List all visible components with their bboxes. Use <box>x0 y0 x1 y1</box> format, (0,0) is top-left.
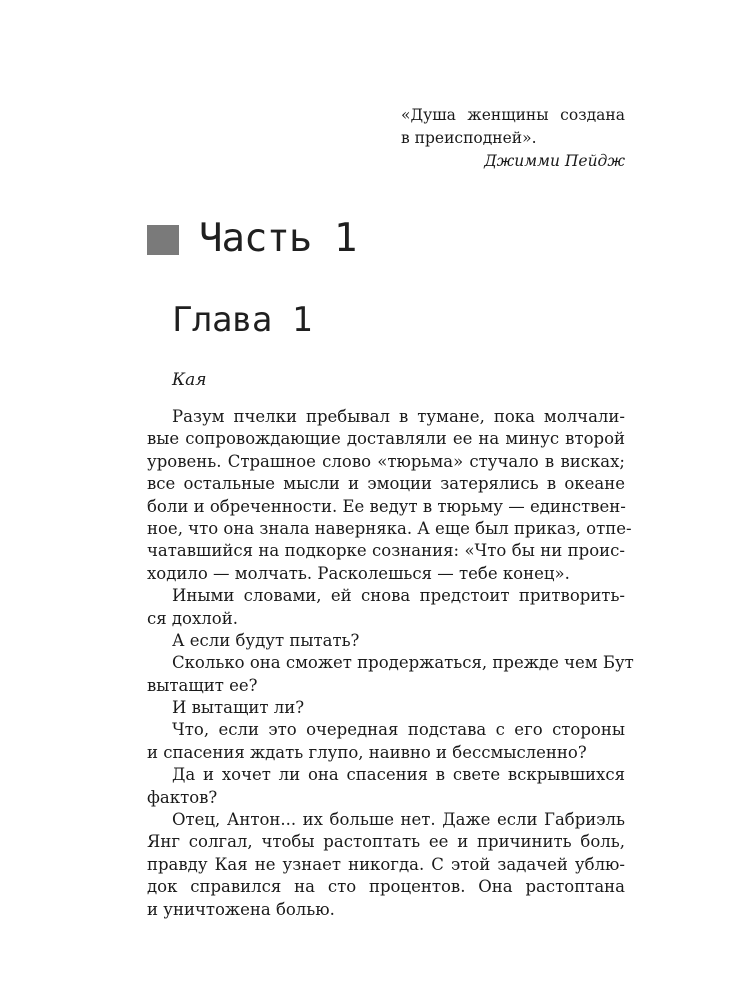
body-line: А если будут пытать? <box>172 630 360 650</box>
body-line: И вытащит ли? <box>172 698 305 718</box>
body-line: ходило — молчать. Расколешься — тебе конец». <box>147 563 570 583</box>
part-heading <box>147 212 356 264</box>
body-line: правду Кая не узнает никогда. С этой задачей ублю- <box>147 854 625 874</box>
part-title: Часть 1 <box>199 215 357 261</box>
body-line: Иными словами, ей снова предстоит притворить- <box>172 586 625 606</box>
body-line: Что, если это очередная подстава с его стороны <box>172 720 625 740</box>
chapter-body <box>147 406 634 921</box>
body-line: вытащит ее? <box>147 675 258 695</box>
body-line: Разум пчелки пребывал в тумане, пока молчали- <box>172 407 625 426</box>
body-line: и уничтожена болью. <box>147 899 335 919</box>
body-line: чатавшийся на подкорке сознания: «Что бы ни проис- <box>147 541 625 561</box>
body-line: ное, что она знала наверняка. А еще был приказ, отпе- <box>147 518 632 538</box>
chapter-title: Глава 1 <box>172 300 312 340</box>
body-line: док справился на сто процентов. Она растоптана <box>147 877 625 897</box>
epigraph-author: Джимми Пейдж <box>484 152 625 170</box>
body-line: ся дохлой. <box>147 608 238 628</box>
body-line: Сколько она сможет продержаться, прежде чем Бут <box>172 653 634 673</box>
epigraph-line: «Душа женщины создана <box>401 106 625 124</box>
epigraph-line: в преисподней». <box>401 129 537 147</box>
body-line: Да и хочет ли она спасения в свете вскрывшихся <box>172 765 625 785</box>
body-line: Янг солгал, чтобы растоптать ее и причинить боль, <box>147 832 625 852</box>
square-marker-icon <box>147 225 179 255</box>
body-line: уровень. Страшное слово «тюрьма» стучало в висках; <box>147 451 625 471</box>
narrator-name: Кая <box>172 370 207 390</box>
body-line: фактов? <box>147 787 218 807</box>
body-line: все остальные мысли и эмоции затерялись в океане <box>147 474 625 494</box>
body-line: вые сопровождающие доставляли ее на минус второй <box>147 429 625 449</box>
body-line: и спасения ждать глупо, наивно и бессмысленно? <box>147 742 587 762</box>
body-line: боли и обреченности. Ее ведут в тюрьму — единствен- <box>147 496 626 516</box>
epigraph <box>401 104 625 173</box>
body-line: Отец, Антон... их больше нет. Даже если Габриэль <box>172 810 625 830</box>
